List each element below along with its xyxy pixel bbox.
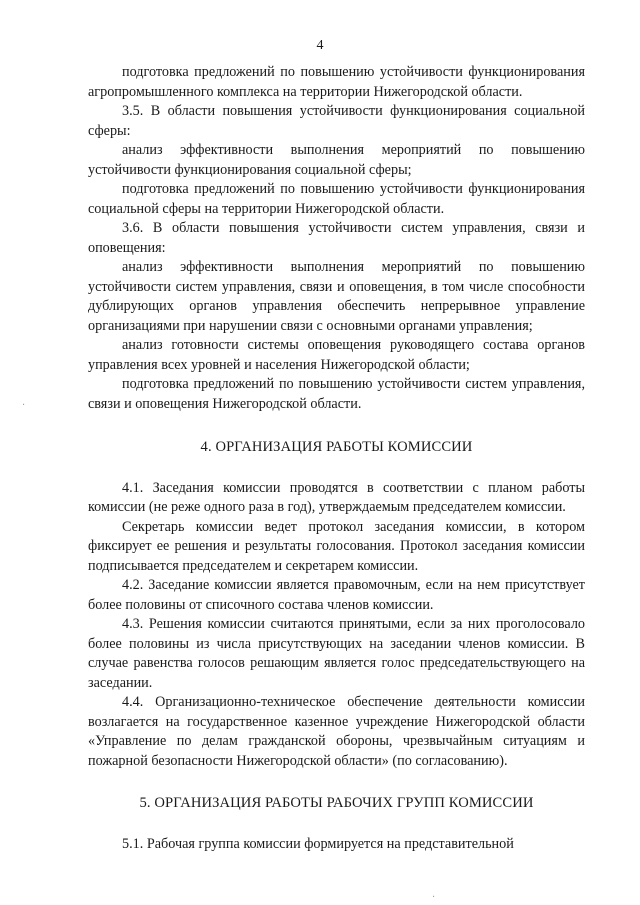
paragraph: 4.3. Решения комиссии считаются принятыми, если за них проголосовало более половины из числа присутствующих на заседании членов комиссии. В случае равенства голосов решающим является голос председательствующего на заседании. bbox=[88, 616, 585, 691]
scan-mark: · bbox=[432, 892, 436, 903]
paragraph: подготовка предложений по повышению устойчивости функционирования агропромышленного комплекса на территории Нижегородской области. bbox=[88, 64, 585, 100]
paragraph: Секретарь комиссии ведет протокол заседания комиссии, в котором фиксирует ее решения и результаты голосования. Протокол заседания комиссии подписывается председателем и секретарем комиссии. bbox=[88, 518, 585, 574]
paragraph: анализ готовности системы оповещения руководящего состава органов управления всех уровней и населения Нижегородской области; bbox=[88, 337, 585, 373]
paragraph: подготовка предложений по повышению устойчивости функционирования социальной сферы на территории Нижегородской области. bbox=[88, 181, 585, 217]
paragraph: подготовка предложений по повышению устойчивости систем управления, связи и оповещения Нижегородской области. bbox=[88, 376, 585, 412]
scan-mark: · bbox=[22, 400, 26, 411]
paragraph: 4.2. Заседание комиссии является правомочным, если на нем присутствует более половины от списочного состава членов комиссии. bbox=[88, 577, 585, 613]
paragraph: 5.1. Рабочая группа комиссии формируется на представительной bbox=[122, 835, 514, 852]
paragraph: 3.6. В области повышения устойчивости систем управления, связи и оповещения: bbox=[88, 220, 585, 256]
section-heading: 5. ОРГАНИЗАЦИЯ РАБОТЫ РАБОЧИХ ГРУПП КОМИССИИ bbox=[139, 795, 534, 811]
paragraph: 4.1. Заседания комиссии проводятся в соответствии с планом работы комиссии (не реже одного раза в год), утверждаемым председателем комиссии. bbox=[88, 479, 585, 515]
page-number: 4 bbox=[316, 38, 324, 53]
paragraph: 3.5. В области повышения устойчивости функционирования социальной сферы: bbox=[88, 103, 585, 139]
paragraph: анализ эффективности выполнения мероприятий по повышению устойчивости функционирования социальной сферы; bbox=[88, 142, 585, 178]
document-body bbox=[88, 63, 585, 854]
paragraph: 4.4. Организационно-техническое обеспечение деятельности комиссии возлагается на государственное казенное учреждение Нижегородской области «Управление по делам гражданской обороны, чрезвычайным ситуациям и пожарной безопасности Нижегородской области» (по согласованию). bbox=[88, 694, 585, 769]
section-heading: 4. ОРГАНИЗАЦИЯ РАБОТЫ КОМИССИИ bbox=[200, 439, 473, 455]
paragraph: анализ эффективности выполнения мероприятий по повышению устойчивости систем управления, связи и оповещения, в том числе способности дублирующих органов управления обеспечить непрерывное управление организациями при нарушении связи с основными органами управления; bbox=[88, 259, 585, 334]
